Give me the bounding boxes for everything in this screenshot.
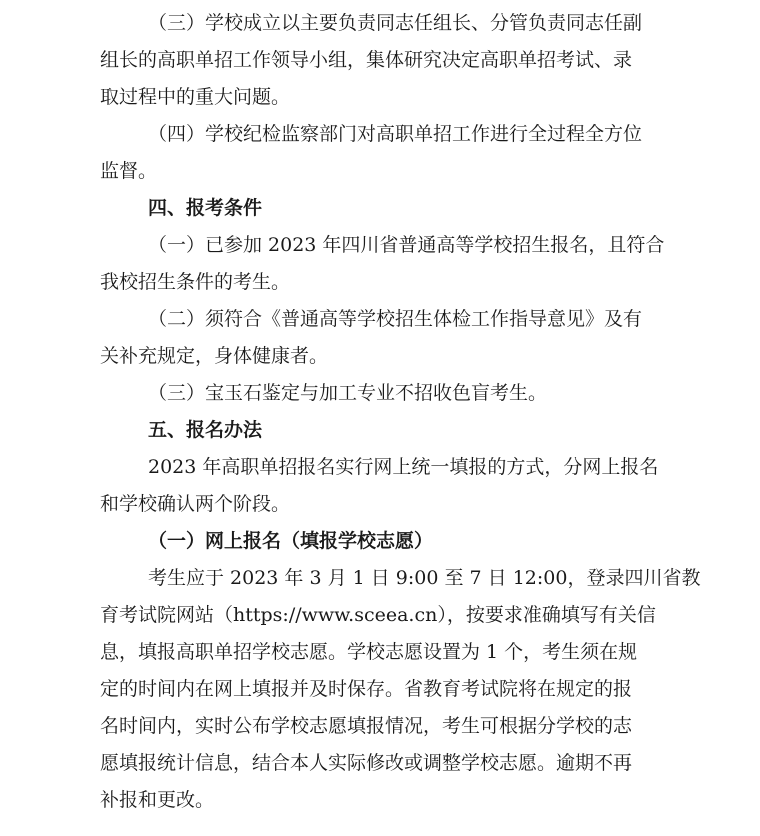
section-heading: 五、报名办法 — [148, 419, 263, 441]
paragraph-line: 关补充规定，身体健康者。 — [100, 345, 329, 367]
paragraph-line: 我校招生条件的考生。 — [100, 271, 291, 293]
paragraph-line: 定的时间内在网上填报并及时保存。省教育考试院将在规定的报 — [100, 678, 633, 700]
paragraph-line: 补报和更改。 — [100, 789, 215, 811]
paragraph-line: 组长的高职单招工作领导小组，集体研究决定高职单招考试、录 — [100, 49, 633, 71]
paragraph-line: （一）已参加 2023 年四川省普通高等学校招生报名，且符合 — [148, 234, 665, 256]
paragraph-line: 育考试院网站（https://www.sceea.cn），按要求准确填写有关信 — [100, 604, 656, 626]
paragraph-line: 监督。 — [100, 160, 158, 182]
paragraph-line: 2023 年高职单招报名实行网上统一填报的方式，分网上报名 — [148, 456, 659, 478]
paragraph-line: （三）宝玉石鉴定与加工专业不招收色盲考生。 — [148, 382, 548, 404]
section-heading: 四、报考条件 — [148, 197, 263, 219]
paragraph-line: （三）学校成立以主要负责同志任组长、分管负责同志任副 — [148, 12, 643, 34]
subsection-heading: （一）网上报名（填报学校志愿） — [148, 530, 434, 552]
paragraph-line: （二）须符合《普通高等学校招生体检工作指导意见》及有 — [148, 308, 643, 330]
paragraph-line: 取过程中的重大问题。 — [100, 86, 291, 108]
paragraph-line: 和学校确认两个阶段。 — [100, 493, 291, 515]
paragraph-line: 愿填报统计信息，结合本人实际修改或调整学校志愿。逾期不再 — [100, 752, 633, 774]
paragraph-line: （四）学校纪检监察部门对高职单招工作进行全过程全方位 — [148, 123, 643, 145]
paragraph-line: 名时间内，实时公布学校志愿填报情况，考生可根据分学校的志 — [100, 715, 633, 737]
paragraph-line: 息，填报高职单招学校志愿。学校志愿设置为 1 个，考生须在规 — [100, 641, 638, 663]
paragraph-line: 考生应于 2023 年 3 月 1 日 9:00 至 7 日 12:00，登录四川省教 — [148, 567, 701, 589]
